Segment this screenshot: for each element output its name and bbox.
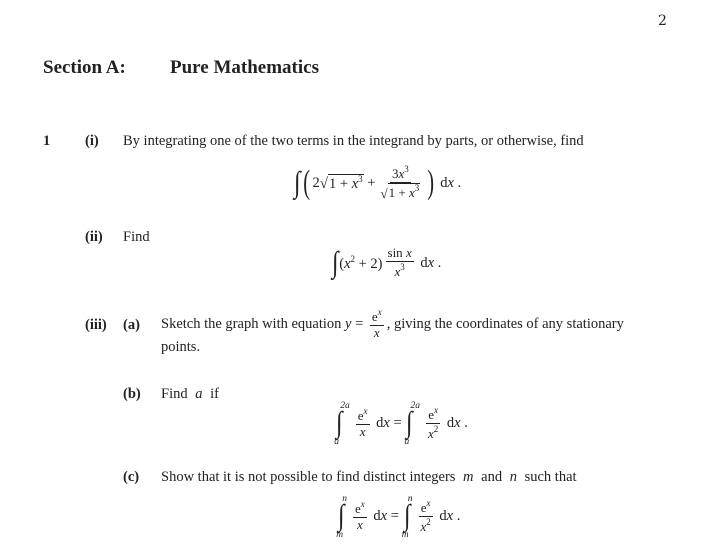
part-iii-c-text: Show that it is not possible to find distinct integers m and n such that [161, 469, 577, 485]
part-i-text: By integrating one of the two terms in the integrand by parts, or otherwise, find [123, 133, 584, 149]
part-iii-b-equation: ∫ 2a a $\frac{e^x}{x}$ dx = ∫ 2a a $\frac{e^x}{x^2}$ dx . [334, 401, 468, 447]
page-number: 2 [658, 13, 667, 29]
part-iii-a-text-before: Sketch the graph with equation [161, 315, 342, 332]
part-ii-integral: ∫ $(x^2 + 2)$ $\frac{\text{sin x}}{x^3}$ dx . [331, 245, 442, 279]
part-i-label: (i) [85, 133, 99, 149]
part-iii-a-text-after: , giving the coordinates of any stationary [386, 315, 624, 332]
part-ii-text: Find [123, 229, 150, 245]
section-title: Pure Mathematics [170, 57, 319, 78]
part-iii-a-text: Sketch the graph with equation y = $\frac{e^x}{x}$ , giving the coordinates of any stationary [161, 307, 624, 340]
part-iii-a-label: (a) [123, 317, 140, 333]
part-iii-c-label: (c) [123, 469, 140, 485]
part-iii-a-text-line2: points. [161, 339, 201, 355]
question-number: 1 [43, 133, 51, 149]
part-iii-b-label: (b) [123, 386, 141, 402]
part-iii-label: (iii) [85, 317, 107, 333]
part-iii-b-text: Find a if [161, 386, 219, 402]
part-ii-label: (ii) [85, 229, 103, 245]
part-iii-c-equation: ∫ n m $\frac{e^x}{x}$ dx = ∫ n m $\frac{e^x}{x^2}$ dx . [336, 494, 461, 540]
part-i-integral: ∫ ( 2 √ $1 + x^3$ + $3x^3$ √ $1 + x^3$ ) dx . [293, 163, 462, 202]
section-label: Section A: [43, 57, 126, 78]
